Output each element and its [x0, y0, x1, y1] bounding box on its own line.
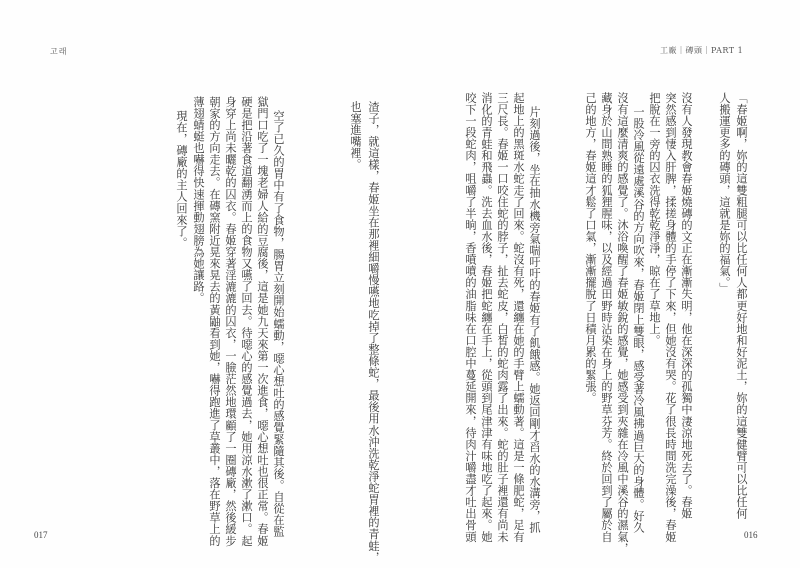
text-column: 現在，磚廠的主人回來了。: [175, 110, 188, 249]
text-column: 突然感到悽入肝脾，揉搓身體的手停了下來，但她沒有哭。花了很長時間洗完澡後，春姬: [664, 92, 677, 543]
text-column: 咬下一段蛇肉，咀嚼了半晌，香噴噴的油脂味在口腔中蔓延開來，待肉汁嚼盡才吐出骨頭: [464, 92, 477, 543]
text-column: 起地上的黑斑水蛇走了回來。蛇沒有死，還纏在她的手臂上蠕動著。這是一條肥蛇，足有: [512, 92, 525, 543]
text-column: 消化的青蛙和飛蟲。洗去血水後，春姬把蛇纏在手上，從頭到尾津津有味地吃了起來。她: [480, 92, 493, 543]
text-column: 獄門口吃了一塊老婦人給的豆腐後，這是她九天來第一次進食，噁心想吐也很正常。春姬: [256, 96, 269, 547]
running-header-left: 고래: [50, 47, 68, 56]
text-column: 渣子，就這樣，春姬坐在那裡細嚼慢嚥地吃掉了整條蛇，最後用水沖洗乾淨蛇胃裡的青蛙，: [367, 101, 380, 563]
text-column: 沒有這麼清爽的感覺了。沐浴喚醒了春姬敏銳的感覺，她感受到夾雜在冷風中溪谷的濕氣，: [616, 92, 629, 554]
text-column: 藏身於山間熟睡的狐狸腥味，以及經過田野時沾染在身上的野草芬芳。終於回到了屬於自: [600, 92, 613, 543]
text-column: 硬是把沿著食道翻湧而上的食物又嚥了回去。待噁心的感覺過去，她用涼水漱了漱口。起: [240, 96, 253, 547]
text-column: 把脫在一旁的囚衣洗得乾乾淨淨，晾在了草地上。: [648, 92, 661, 347]
text-column: 空了已久的胃中有了食物，腸胃立刻開始蠕動，噁心想吐的感覺緊隨其後。自從在監: [272, 110, 285, 538]
text-column: 朝家的方向走去。在磚窯附近晃來晃去的黃鼬看到她，嚇得跑進了草叢中，落在野草上的: [208, 96, 221, 547]
text-column: 「春姬啊，妳的這雙粗腿可以比任何人都更好地和好泥土，妳的這雙健臂可以比任何: [735, 92, 748, 520]
running-header-right: 工廠｜磚頭｜PART 1: [660, 46, 744, 55]
text-column: 己的地方，春姬這才鬆了口氣，漸漸擺脫了日積月累的緊張。: [584, 92, 597, 404]
page-number-right: 016: [744, 530, 758, 540]
text-column: 薄翅蜻蜓也嚇得快速揮動翅膀為她讓路。: [192, 96, 205, 304]
text-column: 人搬運更多的磚頭，這就是妳的福氣。」: [718, 92, 731, 295]
text-column: 三尺長。春姬一口咬住蛇的脖子，扯去蛇皮，白皙的蛇肉露了出來。蛇的肚子裡還有尚未: [496, 92, 509, 543]
text-column: 也塞進嘴裡。: [349, 101, 362, 171]
text-column: 片刻過後，坐在抽水機旁氣喘吁吁的春姬有了飢餓感。她返回剛才舀水的水溝旁，抓: [528, 106, 541, 534]
text-column: 一股冷風從遠處溪谷的方向吹來，春姬閉上雙眼，感受著冷風拂過巨大的身體。好久: [632, 106, 645, 534]
text-column: 沒有人發現教會春姬燒磚的文正在漸漸失明，他在深深的孤獨中淒涼地死去了。春姬: [680, 92, 693, 520]
text-column: 身穿上尚未曬乾的囚衣。春姬穿著淫漉漉的囚衣，一臉茫然地環顧了一圈磚廠，然後緩步: [224, 96, 237, 547]
page-number-left: 017: [34, 530, 48, 540]
